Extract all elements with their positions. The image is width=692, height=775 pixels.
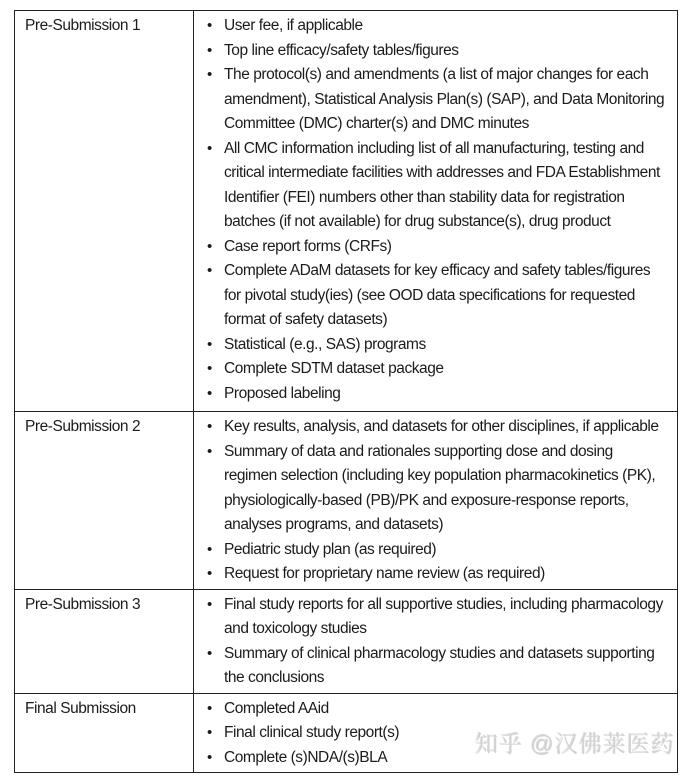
table-row: [15, 412, 678, 590]
table-row: [15, 693, 678, 773]
zhihu-watermark: 知乎 @汉佛莱医药: [475, 731, 675, 757]
item-list: [194, 697, 667, 771]
list-item: • Complete SDTM dataset package: [194, 357, 667, 382]
item-list: [194, 14, 667, 406]
list-item: • Key results, analysis, and datasets for other disciplines, if applicable: [194, 415, 667, 440]
list-item: • Final clinical study report(s): [194, 721, 667, 746]
phase-label: Pre-Submission 3: [15, 589, 194, 693]
table-body: [15, 11, 678, 773]
list-item: • Request for proprietary name review (as required): [194, 562, 667, 587]
items-cell: [194, 412, 678, 590]
items-cell: [194, 589, 678, 693]
item-list: [194, 415, 667, 587]
items-cell: [194, 11, 678, 412]
phase-label: Final Submission: [15, 693, 194, 773]
list-item: • Summary of clinical pharmacology studies and datasets supporting the conclusions: [194, 642, 667, 691]
item-list: [194, 593, 667, 691]
list-item: • User fee, if applicable: [194, 14, 667, 39]
list-item: • Final study reports for all supportive studies, including pharmacology and toxicology studies: [194, 593, 667, 642]
list-item: • Case report forms (CRFs): [194, 235, 667, 260]
phase-label: Pre-Submission 2: [15, 412, 194, 590]
list-item: • Complete (s)NDA/(s)BLA: [194, 746, 667, 771]
items-cell: [194, 693, 678, 773]
list-item: • Completed AAid: [194, 697, 667, 722]
list-item: • Summary of data and rationales supporting dose and dosing regimen selection (including key population pharmacokinetics (PK), physiologically-based (PB)/PK and exposure-response reports, analyses programs, and datasets): [194, 440, 667, 538]
table-row: [15, 11, 678, 412]
phase-label: Pre-Submission 1: [15, 11, 194, 412]
list-item: • Top line efficacy/safety tables/figures: [194, 39, 667, 64]
list-item: • Complete ADaM datasets for key efficacy and safety tables/figures for pivotal study(ies) (see OOD data specifications for requested format of safety datasets): [194, 259, 667, 333]
list-item: • Proposed labeling: [194, 382, 667, 407]
submission-requirements-table: [14, 10, 678, 773]
list-item: • All CMC information including list of all manufacturing, testing and critical intermediate facilities with addresses and FDA Establishment Identifier (FEI) numbers other than stability data for registration batches (if not available) for drug substance(s), drug product: [194, 137, 667, 235]
list-item: • Statistical (e.g., SAS) programs: [194, 333, 667, 358]
list-item: • Pediatric study plan (as required): [194, 538, 667, 563]
table-row: [15, 589, 678, 693]
list-item: • The protocol(s) and amendments (a list of major changes for each amendment), Statistical Analysis Plan(s) (SAP), and Data Monitoring Committee (DMC) charter(s) and DMC minutes: [194, 63, 667, 137]
